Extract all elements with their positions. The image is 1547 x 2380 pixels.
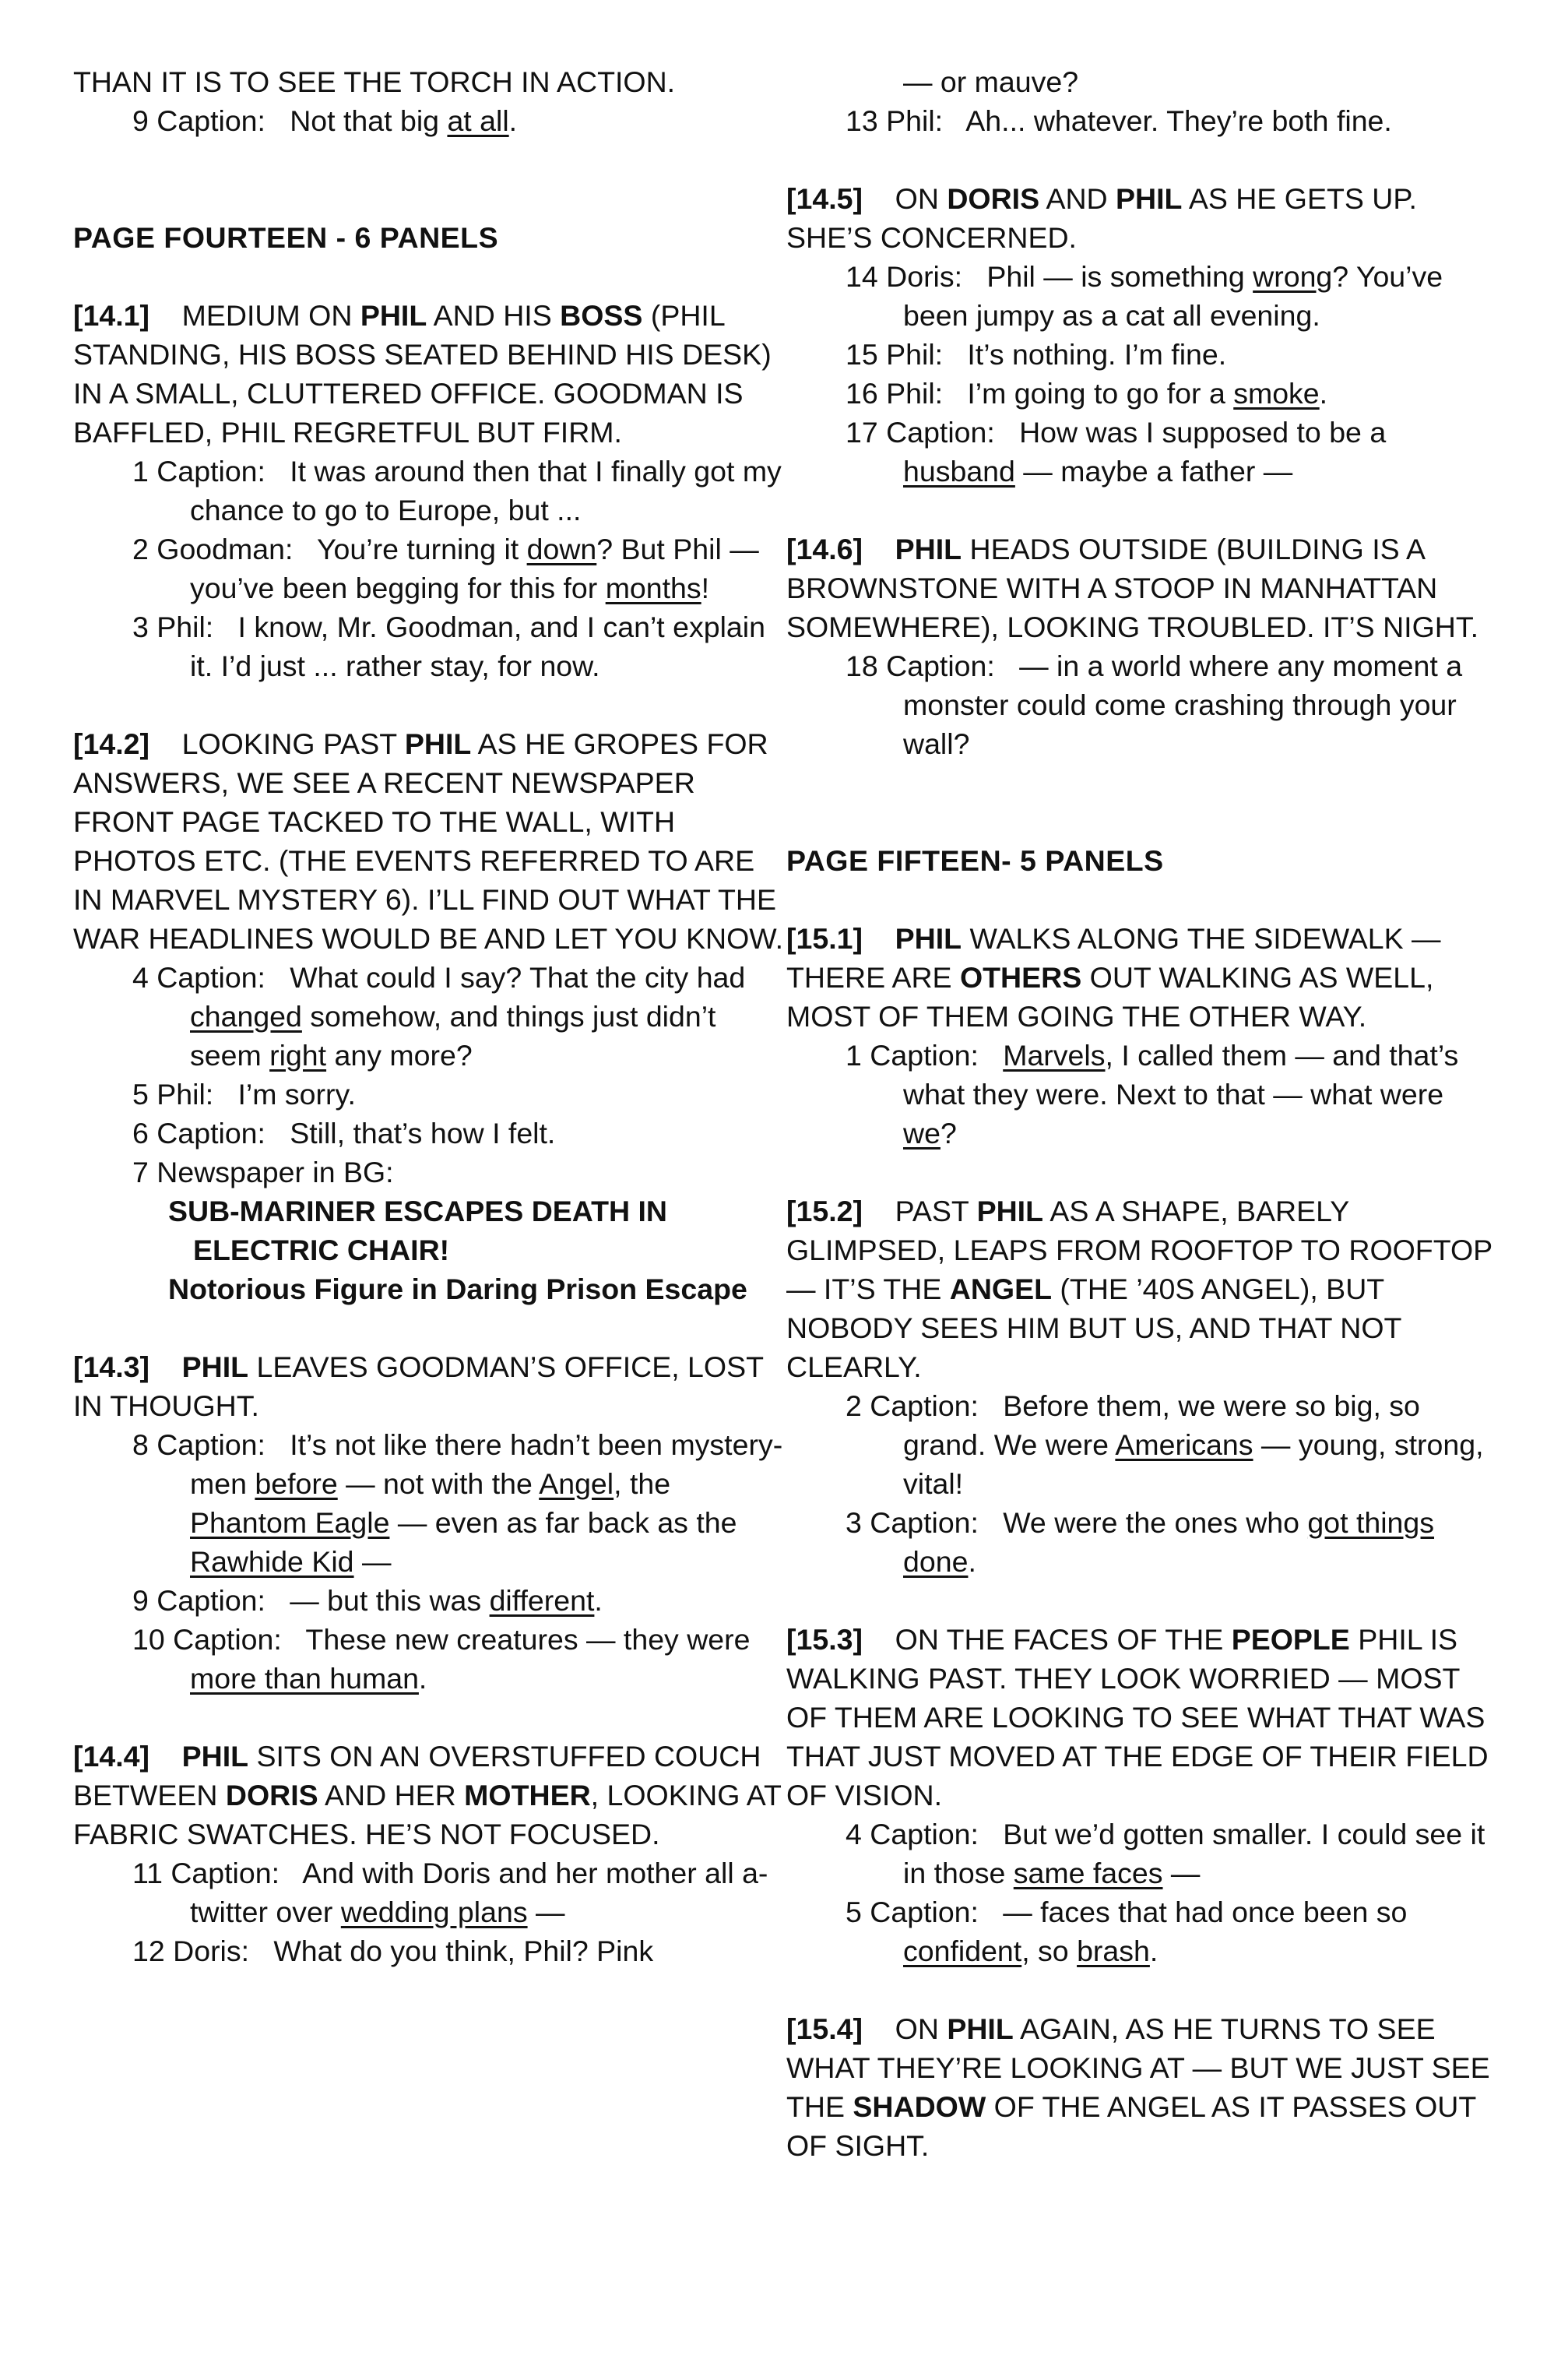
dialogue-12-continued: — or mauve?: [903, 65, 1079, 98]
dialogue-3-phil: 3 Phil: I know, Mr. Goodman, and I can’t explain it. I’d just ... rather stay, for now.: [132, 611, 765, 682]
caption-1: 1 Caption: It was around then that I finally got my chance to go to Europe, but ...: [132, 455, 782, 526]
page-fifteen-heading: PAGE FIFTEEN- 5 PANELS: [786, 844, 1164, 877]
carryover-description: THAN IT IS TO SEE THE TORCH IN ACTION.: [73, 65, 676, 98]
caption-9-carry: 9 Caption: Not that big at all.: [132, 104, 518, 137]
caption-18: 18 Caption: — in a world where any moment a monster could come crashing through your wall?: [846, 650, 1463, 760]
dialogue-12-doris: 12 Doris: What do you think, Phil? Pink: [132, 1935, 654, 1967]
caption-15-2: 2 Caption: Before them, we were so big, so grand. We were Americans — young, strong, vital!: [846, 1389, 1484, 1500]
dialogue-14-doris: 14 Doris: Phil — is something wrong? You’ve been jumpy as a cat all evening.: [846, 260, 1443, 332]
caption-15-4: 4 Caption: But we’d gotten smaller. I could see it in those same faces —: [846, 1818, 1485, 1889]
panel-15-4-description: [15.4] ON PHIL AGAIN, AS HE TURNS TO SEE WHAT THEY’RE LOOKING AT — BUT WE JUST SEE THE SHADOW OF THE ANGEL AS IT PASSES OUT OF SIGHT.: [786, 2012, 1490, 2162]
page-fourteen-heading: PAGE FOURTEEN - 6 PANELS: [73, 221, 499, 254]
panel-14-1-description: [14.1] MEDIUM ON PHIL AND HIS BOSS (PHIL STANDING, HIS BOSS SEATED BEHIND HIS DESK) IN A SMALL, CLUTTERED OFFICE. GOODMAN IS BAFFLED, PHIL REGRETFUL BUT FIRM.: [73, 299, 772, 449]
dialogue-5-phil: 5 Phil: I’m sorry.: [132, 1078, 356, 1111]
caption-11: 11 Caption: And with Doris and her mother all a-twitter over wedding plans —: [132, 1857, 768, 1928]
dialogue-13-phil: 13 Phil: Ah... whatever. They’re both fine.: [846, 104, 1392, 137]
left-column: [73, 62, 789, 1970]
caption-4: 4 Caption: What could I say? That the city had changed somehow, and things just didn’t seem right any more?: [132, 961, 746, 1072]
caption-15-5: 5 Caption: — faces that had once been so confident, so brash.: [846, 1896, 1408, 1967]
panel-15-2-description: [15.2] PAST PHIL AS A SHAPE, BARELY GLIMPSED, LEAPS FROM ROOFTOP TO ROOFTOP — IT’S THE ANGEL (THE ’40S ANGEL), BUT NOBODY SEES HIM BUT US, AND THAT NOT CLEARLY.: [786, 1195, 1493, 1383]
panel-14-6-description: [14.6] PHIL HEADS OUTSIDE (BUILDING IS A BROWNSTONE WITH A STOOP IN MANHATTAN SOMEWHERE), LOOKING TROUBLED. IT’S NIGHT.: [786, 533, 1478, 643]
dialogue-16-phil: 16 Phil: I’m going to go for a smoke.: [846, 377, 1328, 410]
panel-15-1-description: [15.1] PHIL WALKS ALONG THE SIDEWALK — THERE ARE OTHERS OUT WALKING AS WELL, MOST OF THEM GOING THE OTHER WAY.: [786, 922, 1441, 1033]
right-column: [786, 62, 1503, 2165]
newspaper-headline: SUB-MARINER ESCAPES DEATH IN ELECTRIC CHAIR!: [168, 1195, 668, 1266]
panel-14-5-description: [14.5] ON DORIS AND PHIL AS HE GETS UP. SHE’S CONCERNED.: [786, 182, 1417, 254]
caption-6: 6 Caption: Still, that’s how I felt.: [132, 1117, 556, 1150]
panel-14-2-description: [14.2] LOOKING PAST PHIL AS HE GROPES FOR ANSWERS, WE SEE A RECENT NEWSPAPER FRONT PAGE TACKED TO THE WALL, WITH PHOTOS ETC. (THE EVENTS REFERRED TO ARE IN MARVEL MYSTERY 6). I’LL FIND OUT WHAT THE WAR HEADLINES WOULD BE AND LET YOU KNOW.: [73, 727, 783, 955]
dialogue-2-goodman: 2 Goodman: You’re turning it down? But Phil — you’ve been begging for this for months!: [132, 533, 759, 604]
caption-10: 10 Caption: These new creatures — they were more than human.: [132, 1623, 751, 1695]
caption-15-3: 3 Caption: We were the ones who got things done.: [846, 1506, 1435, 1578]
caption-15-1: 1 Caption: Marvels, I called them — and that’s what they were. Next to that — what were we?: [846, 1039, 1459, 1150]
caption-9: 9 Caption: — but this was different.: [132, 1584, 603, 1617]
newspaper-7-label: 7 Newspaper in BG:: [132, 1156, 394, 1188]
dialogue-15-phil: 15 Phil: It’s nothing. I’m fine.: [846, 338, 1227, 371]
panel-15-3-description: [15.3] ON THE FACES OF THE PEOPLE PHIL IS WALKING PAST. THEY LOOK WORRIED — MOST OF THEM ARE LOOKING TO SEE WHAT THAT WAS THAT JUST MOVED AT THE EDGE OF THEIR FIELD OF VISION.: [786, 1623, 1489, 1811]
panel-14-3-description: [14.3] PHIL LEAVES GOODMAN’S OFFICE, LOST IN THOUGHT.: [73, 1350, 764, 1422]
caption-8: 8 Caption: It’s not like there hadn’t been mystery-men before — not with the Angel, the Phantom Eagle — even as far back as the Rawhide Kid —: [132, 1428, 783, 1578]
caption-17: 17 Caption: How was I supposed to be a husband — maybe a father —: [846, 416, 1387, 488]
panel-14-4-description: [14.4] PHIL SITS ON AN OVERSTUFFED COUCH BETWEEN DORIS AND HER MOTHER, LOOKING AT FABRIC SWATCHES. HE’S NOT FOCUSED.: [73, 1740, 782, 1850]
newspaper-subheadline: Notorious Figure in Daring Prison Escape: [168, 1273, 747, 1305]
